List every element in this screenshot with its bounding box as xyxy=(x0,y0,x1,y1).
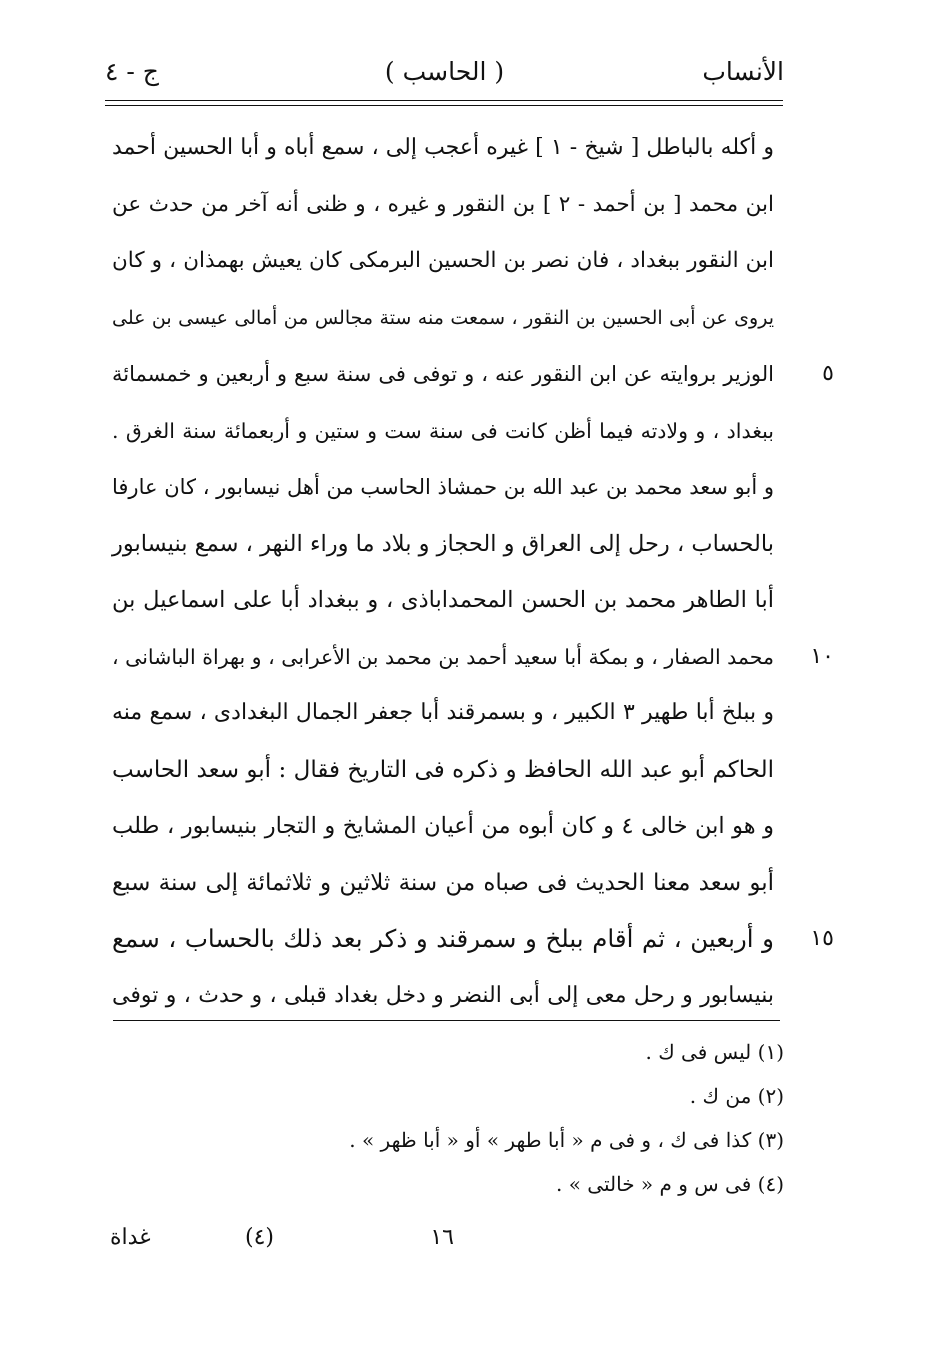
line-text: الحاكم أبو عبد الله الحافظ و ذكره فى التاريخ فقال : أبو سعد الحاسب xyxy=(112,756,774,783)
volume-label: ج - ٤ xyxy=(105,57,159,86)
text-line xyxy=(112,346,834,403)
footnote-rule xyxy=(113,1020,780,1021)
book-title: الأنساب xyxy=(702,57,784,86)
footnote: (٤) فى س و م « خالتى » . xyxy=(556,1172,784,1196)
text-line xyxy=(112,572,774,629)
line-text: بالحساب ، رحل إلى العراق و الحجاز و بلاد ما وراء النهر ، سمع بنيسابور xyxy=(112,530,774,557)
line-text: و أكله بالباطل [ شيخ - ١ ] غيره أعجب إلى ، سمع أباه و أبا الحسين أحمد xyxy=(112,135,774,160)
line-number: ٥ xyxy=(822,361,834,386)
line-text: و ببلخ أبا طهير ٣ الكبير ، و بسمرقند أبا جعفر الجمال البغدادى ، سمع منه xyxy=(112,700,774,725)
text-line xyxy=(112,855,774,912)
line-text: الوزير بروايته عن ابن النقور عنه ، و توفى فى سنة سبع و أربعين و خمسمائة xyxy=(112,362,774,386)
text-line xyxy=(112,120,774,177)
line-text: أبا الطاهر محمد بن الحسن المحمداباذى ، و ببغداد أبا على اسماعيل بن xyxy=(112,587,774,613)
footnote: (١) ليس فى ك . xyxy=(645,1040,784,1064)
line-text: محمد الصفار ، و بمكة أبا سعيد أحمد بن محمد بن الأعرابى ، و بهراة الباشانى ، xyxy=(112,644,774,669)
text-line xyxy=(112,233,774,290)
footnote: (٢) من ك . xyxy=(689,1084,784,1108)
line-text: ابن محمد [ بن أحمد - ٢ ] بن النقور و غيره ، و ظنى أنه آخر من حدث عن xyxy=(112,191,774,217)
line-text: يروى عن أبى الحسين بن النقور ، سمعت منه ستة مجالس من أمالى عيسى بن على xyxy=(112,306,774,329)
text-line xyxy=(112,742,774,799)
line-text: ببغداد ، و ولادته فيما أظن كانت فى سنة ست و ستين و أربعمائة سنة الغرق . xyxy=(112,418,774,443)
page-footer xyxy=(110,1220,784,1256)
text-line xyxy=(112,968,774,1025)
text-line xyxy=(112,290,774,347)
footnote: (٣) كذا فى ك ، و فى م « أبا طهر » أو « أبا ظهر » . xyxy=(349,1128,784,1152)
line-text: ابن النقور ببغداد ، فان نصر بن الحسين البرمكى كان يعيش بهمذان ، و كان xyxy=(112,248,774,273)
line-text: بنيسابور و رحل معى إلى أبى النضر و دخل بغداد قبلى ، و حدث ، و توفى xyxy=(112,982,774,1008)
line-number: ١٠ xyxy=(810,643,834,669)
running-header xyxy=(105,52,784,92)
text-line xyxy=(112,685,774,742)
page-number: ١٦ xyxy=(430,1225,454,1250)
text-line xyxy=(112,403,774,460)
header-rule xyxy=(105,100,783,106)
text-line xyxy=(112,459,774,516)
signature-mark: (٤) xyxy=(245,1225,275,1250)
line-text: أبو سعد معنا الحديث فى صباه من سنة ثلاثين و ثلاثمائة إلى سنة سبع xyxy=(112,869,774,896)
text-line xyxy=(112,798,774,855)
line-number: ١٥ xyxy=(810,926,834,951)
section-title: ( الحاسب ) xyxy=(384,57,505,86)
line-text: و أبو سعد محمد بن عبد الله بن حمشاذ الحاسب من أهل نيسابور ، كان عارفا xyxy=(112,475,774,499)
body-text xyxy=(112,120,834,1024)
catchword: غداة xyxy=(110,1225,151,1250)
text-line xyxy=(112,516,774,573)
line-text: و أربعين ، ثم أقام ببلخ و سمرقند و ذكر بعد ذلك بالحساب ، سمع xyxy=(112,924,774,953)
text-line xyxy=(112,911,834,968)
text-line xyxy=(112,177,774,234)
text-line xyxy=(112,629,834,686)
line-text: و هو ابن خالى ٤ و كان أبوه من أعيان المشايخ و التجار بنيسابور ، طلب xyxy=(112,813,774,839)
footnotes xyxy=(330,1030,784,1206)
